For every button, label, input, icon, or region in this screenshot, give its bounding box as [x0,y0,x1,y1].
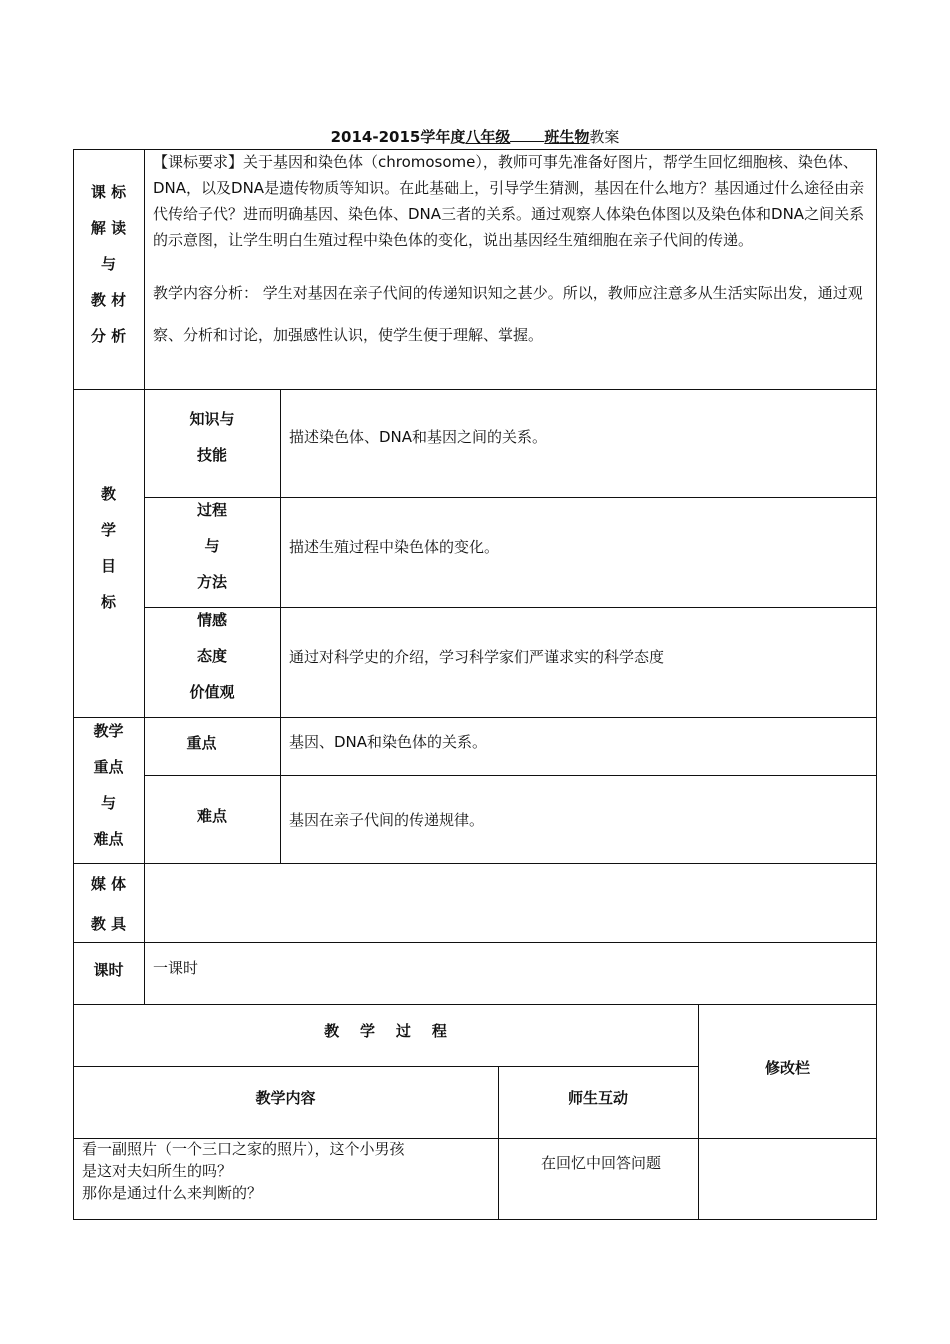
divider [73,1066,698,1067]
goal-knowledge-label [144,401,280,473]
content-analysis: 教学内容分析： 学生对基因在亲子代间的传递知识知之甚少。所以，教师应注意多从生活实际出发，通过观察、分析和讨论，加强感性认识，使学生便于理解、掌握。 [153,284,863,344]
divider [280,389,281,863]
difficult-point-label: 难点 [196,807,227,825]
period-label: 课时 [93,961,124,979]
label-line: 态度 [196,647,227,665]
interaction-header: 师生互动 [567,1089,628,1107]
content-header: 教学内容 [255,1089,316,1107]
label-line: 教 具 [90,915,127,933]
process-interaction: 在回忆中回答问题 [541,1154,662,1172]
title-class: 班 [544,128,560,146]
content-line: 是这对夫妇所生的吗？ [82,1162,233,1180]
divider [73,942,877,943]
label-line: 情感 [196,611,227,629]
label-line: 难点 [93,830,124,848]
label-line: 重点 [93,758,124,776]
goal-knowledge-text: 描述染色体、DNA和基因之间的关系。 [289,428,548,446]
divider [698,1004,699,1220]
label-line: 标 [100,593,116,611]
divider [73,863,877,864]
title-grade: 八年级 [465,128,511,146]
divider [73,1004,877,1005]
content-line: 那你是通过什么来判断的？ [82,1184,263,1202]
process-content [82,1138,492,1204]
label-line: 价值观 [189,683,235,701]
title-prefix: 2014-2015学年度 [330,128,466,146]
content-line: 看一副照片（一个三口之家的照片），这个小男孩 [82,1140,405,1158]
label-line: 目 [100,557,116,575]
label-line: 过程 [196,501,227,519]
label-line: 学 [100,521,116,539]
label-line: 教 材 [90,291,127,309]
goals-label [73,476,144,620]
goal-process-text: 描述生殖过程中染色体的变化。 [289,538,500,556]
label-line: 教学 [93,722,124,740]
goal-attitude-text: 通过对科学史的介绍，学习科学家们严谨求实的科学态度 [289,648,665,666]
divider [73,717,877,718]
label-line: 分 析 [90,327,127,345]
title-class-blank [510,129,544,142]
label-line: 与 [204,537,220,555]
divider [73,389,877,390]
key-point-text: 基因、DNA和染色体的关系。 [289,733,488,751]
media-label [73,864,144,944]
keypoints-label [73,713,144,857]
label-line: 解 读 [90,219,127,237]
label-line: 技能 [196,446,227,464]
revision-header: 修改栏 [764,1059,810,1077]
page-title [0,126,950,147]
divider [144,775,877,776]
label-line: 课 标 [90,183,127,201]
difficult-point-text: 基因在亲子代间的传递规律。 [289,811,485,829]
goal-process-label [144,492,280,600]
goal-attitude-label [144,602,280,710]
label-line: 教 [100,485,116,503]
label-line: 与 [100,255,116,273]
label-line: 与 [100,794,116,812]
period-text: 一课时 [153,959,199,977]
label-line: 方法 [196,573,227,591]
analysis-label [73,174,144,354]
title-suffix: 教案 [589,128,620,146]
standard-requirement: 【课标要求】关于基因和染色体（chromosome），教师可事先准备好图片，帮学生回忆细胞核、染色体、DNA，以及DNA是遗传物质等知识。在此基础上，引导学生猜测，基因在什么地方？基因通过什么途径由亲代传给子代？进而明确基因、染色体、DNA三者的关系。通过观察人体染色体图以及染色体和DNA之间关系的示意图，让学生明白生殖过程中染色体的变化，说出基因经生殖细胞在亲子代间的传递。 [153,153,865,249]
label-line: 媒 体 [90,875,127,893]
key-point-label: 重点 [186,734,217,752]
process-header: 教 学 过 程 [324,1022,447,1040]
label-line: 知识与 [189,410,235,428]
title-subject: 生物 [559,128,590,146]
